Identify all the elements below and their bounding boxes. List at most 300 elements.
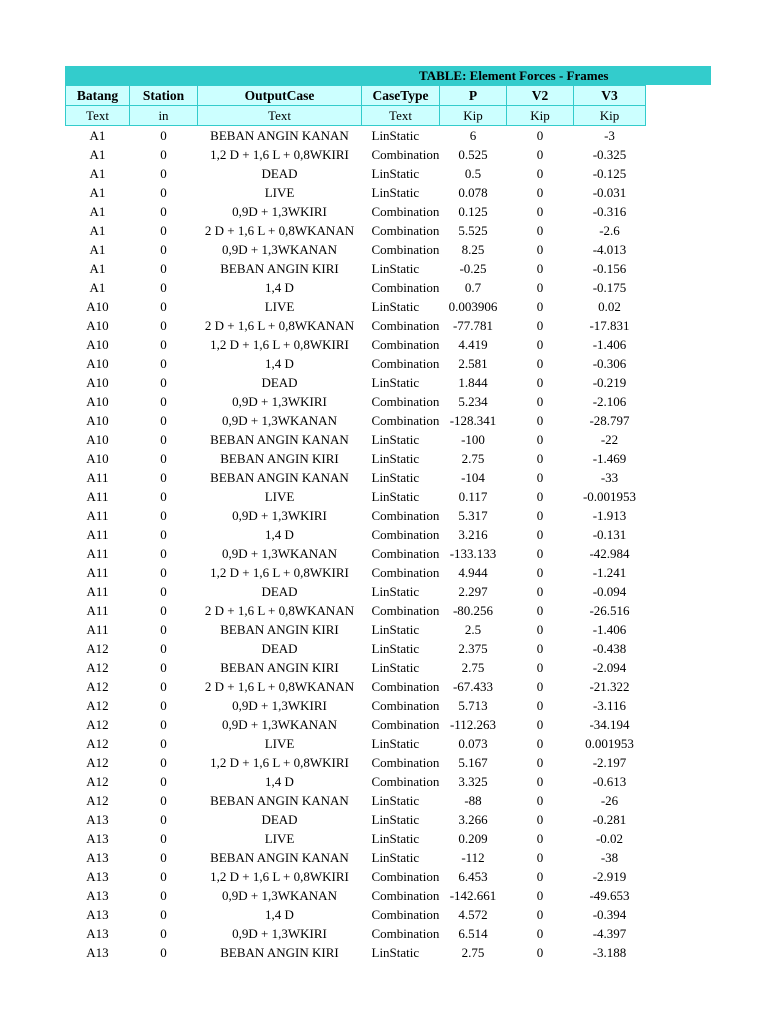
cell-p: -104 [461,470,485,485]
cell-station: 0 [160,166,167,181]
cell-batang: A10 [86,451,109,466]
cell-batang: A11 [86,508,109,523]
cell-batang: A12 [86,641,109,656]
cell-p: 2.297 [458,584,488,599]
cell-batang: A10 [86,318,109,333]
cell-p: 3.325 [458,774,488,789]
cell-v3: -21.322 [589,679,630,694]
table-row [66,506,646,525]
table-row [66,392,646,411]
cell-v3: -49.653 [589,888,630,903]
cell-outputcase: 0,9D + 1,3WKANAN [222,413,337,428]
table-row [66,791,646,810]
cell-station: 0 [160,413,167,428]
cell-p: 0.5 [464,166,482,181]
cell-outputcase: 0,9D + 1,3WKANAN [222,717,337,732]
table-row [66,544,646,563]
cell-casetype: Combination [371,356,440,371]
table-title-bar [65,66,711,85]
cell-casetype: LinStatic [371,660,420,675]
table-row [66,715,646,734]
cell-station: 0 [160,622,167,637]
cell-v2: 0 [536,527,544,542]
table-row [66,411,646,430]
cell-station: 0 [160,774,167,789]
cell-batang: A12 [86,736,109,751]
cell-outputcase: 2 D + 1,6 L + 0,8WKANAN [204,679,355,694]
cell-v3: -3.188 [592,945,627,960]
cell-v3: -3.116 [592,698,627,713]
cell-v2: 0 [536,812,544,827]
cell-v2: 0 [536,888,544,903]
cell-outputcase: LIVE [264,185,295,200]
cell-v2: 0 [536,755,544,770]
table-row [66,487,646,506]
cell-v2: 0 [536,622,544,637]
cell-casetype: LinStatic [371,128,420,143]
table-row [66,240,646,259]
cell-p: 5.525 [458,223,488,238]
cell-station: 0 [160,660,167,675]
cell-outputcase: BEBAN ANGIN KIRI [220,622,339,637]
cell-p: 0.078 [458,185,488,200]
cell-outputcase: 1,4 D [265,774,294,789]
cell-v3: -1.913 [592,508,627,523]
cell-v3: -26 [600,793,619,808]
cell-outputcase: DEAD [261,812,298,827]
cell-station: 0 [160,907,167,922]
column-header-p: P [440,86,507,106]
cell-station: 0 [160,641,167,656]
table-row [66,354,646,373]
cell-p: 6 [469,128,477,143]
cell-batang: A11 [86,546,109,561]
cell-station: 0 [160,679,167,694]
cell-outputcase: 2 D + 1,6 L + 0,8WKANAN [204,318,355,333]
cell-v2: 0 [536,717,544,732]
cell-batang: A11 [86,489,109,504]
cell-casetype: LinStatic [371,261,420,276]
cell-v2: 0 [536,432,544,447]
cell-station: 0 [160,831,167,846]
cell-p: 6.514 [458,926,488,941]
unit-v2: Kip [507,106,574,126]
cell-station: 0 [160,356,167,371]
cell-p: 5.713 [458,698,488,713]
cell-v3: -1.469 [592,451,627,466]
cell-v3: -2.197 [592,755,627,770]
cell-v2: 0 [536,242,544,257]
cell-v3: 0.001953 [585,736,634,751]
cell-outputcase: BEBAN ANGIN KANAN [210,432,349,447]
cell-casetype: LinStatic [371,166,420,181]
cell-p: 2.75 [461,451,485,466]
table-row [66,582,646,601]
cell-station: 0 [160,793,167,808]
cell-batang: A11 [86,584,109,599]
cell-batang: A1 [89,242,106,257]
cell-station: 0 [160,812,167,827]
table-row [66,126,646,146]
cell-casetype: LinStatic [371,432,420,447]
cell-outputcase: BEBAN ANGIN KIRI [220,945,339,960]
cell-station: 0 [160,945,167,960]
cell-casetype: Combination [371,679,440,694]
cell-p: 0.125 [458,204,488,219]
cell-v2: 0 [536,147,544,162]
cell-outputcase: DEAD [261,584,298,599]
cell-casetype: Combination [371,204,440,219]
cell-station: 0 [160,147,167,162]
table-row [66,430,646,449]
cell-v2: 0 [536,508,544,523]
cell-v2: 0 [536,774,544,789]
table-row [66,905,646,924]
cell-v2: 0 [536,204,544,219]
cell-v3: -1.241 [592,565,627,580]
cell-v2: 0 [536,413,544,428]
cell-v3: -4.013 [592,242,627,257]
cell-v2: 0 [536,945,544,960]
table-row [66,297,646,316]
table-row [66,620,646,639]
cell-outputcase: BEBAN ANGIN KANAN [210,793,349,808]
cell-outputcase: 0,9D + 1,3WKIRI [232,926,327,941]
cell-p: -80.256 [452,603,494,618]
cell-outputcase: 0,9D + 1,3WKIRI [232,204,327,219]
unit-casetype: Text [362,106,440,126]
cell-outputcase: 1,2 D + 1,6 L + 0,8WKIRI [210,337,349,352]
cell-p: 3.216 [458,527,488,542]
cell-casetype: Combination [371,413,440,428]
cell-outputcase: LIVE [264,489,295,504]
column-header-batang: Batang [66,86,130,106]
cell-batang: A1 [89,223,106,238]
cell-p: -0.25 [459,261,487,276]
cell-v3: -0.306 [592,356,627,371]
cell-station: 0 [160,337,167,352]
cell-p: 2.375 [458,641,488,656]
cell-casetype: Combination [371,394,440,409]
cell-v3: -4.397 [592,926,627,941]
cell-v3: -34.194 [589,717,630,732]
cell-station: 0 [160,261,167,276]
cell-casetype: LinStatic [371,185,420,200]
cell-casetype: LinStatic [371,793,420,808]
cell-casetype: Combination [371,888,440,903]
cell-station: 0 [160,717,167,732]
cell-batang: A10 [86,299,109,314]
cell-batang: A11 [86,622,109,637]
unit-batang: Text [66,106,130,126]
cell-station: 0 [160,280,167,295]
cell-v3: -0.613 [592,774,627,789]
cell-batang: A1 [89,185,106,200]
cell-casetype: LinStatic [371,584,420,599]
cell-v2: 0 [536,337,544,352]
cell-batang: A12 [86,755,109,770]
cell-batang: A13 [86,926,109,941]
cell-v2: 0 [536,698,544,713]
cell-batang: A13 [86,869,109,884]
cell-v2: 0 [536,470,544,485]
column-header-casetype: CaseType [362,86,440,106]
cell-v3: -0.438 [592,641,627,656]
cell-v3: -2.6 [599,223,620,238]
cell-station: 0 [160,394,167,409]
cell-casetype: LinStatic [371,622,420,637]
cell-station: 0 [160,584,167,599]
cell-p: -112 [461,850,485,865]
cell-v2: 0 [536,850,544,865]
cell-batang: A13 [86,907,109,922]
cell-casetype: LinStatic [371,451,420,466]
cell-v2: 0 [536,926,544,941]
cell-outputcase: 1,4 D [265,356,294,371]
cell-v2: 0 [536,318,544,333]
cell-outputcase: 0,9D + 1,3WKIRI [232,508,327,523]
cell-batang: A12 [86,774,109,789]
table-body [66,126,646,963]
table-row [66,734,646,753]
cell-v2: 0 [536,394,544,409]
cell-v3: -1.406 [592,337,627,352]
cell-v3: -0.125 [592,166,627,181]
cell-p: -67.433 [452,679,494,694]
spreadsheet-sheet [65,66,711,962]
cell-station: 0 [160,755,167,770]
cell-batang: A10 [86,432,109,447]
cell-p: 4.419 [458,337,488,352]
cell-outputcase: 2 D + 1,6 L + 0,8WKANAN [204,223,355,238]
table-row [66,658,646,677]
cell-batang: A11 [86,470,109,485]
cell-outputcase: BEBAN ANGIN KIRI [220,261,339,276]
cell-v2: 0 [536,584,544,599]
unit-station: in [130,106,198,126]
column-header-row [66,86,646,106]
cell-outputcase: BEBAN ANGIN KANAN [210,128,349,143]
cell-batang: A13 [86,812,109,827]
table-row [66,164,646,183]
table-row [66,221,646,240]
cell-p: 0.073 [458,736,488,751]
cell-v3: -0.316 [592,204,627,219]
cell-v2: 0 [536,736,544,751]
cell-batang: A13 [86,945,109,960]
cell-batang: A1 [89,204,106,219]
cell-p: -112.263 [449,717,497,732]
cell-casetype: Combination [371,774,440,789]
cell-p: -128.341 [449,413,497,428]
cell-casetype: Combination [371,717,440,732]
table-row [66,202,646,221]
cell-station: 0 [160,299,167,314]
cell-p: -142.661 [449,888,497,903]
cell-outputcase: BEBAN ANGIN KIRI [220,660,339,675]
cell-station: 0 [160,470,167,485]
cell-batang: A10 [86,337,109,352]
table-row [66,924,646,943]
table-row [66,259,646,278]
cell-v3: -26.516 [589,603,630,618]
cell-outputcase: 1,4 D [265,527,294,542]
cell-p: 6.453 [458,869,488,884]
cell-batang: A10 [86,375,109,390]
cell-p: 1.844 [458,375,488,390]
table-row [66,810,646,829]
cell-v2: 0 [536,451,544,466]
table-row [66,772,646,791]
cell-station: 0 [160,850,167,865]
table-row [66,848,646,867]
column-header-v2: V2 [507,86,574,106]
cell-outputcase: 0,9D + 1,3WKANAN [222,242,337,257]
cell-casetype: LinStatic [371,470,420,485]
cell-outputcase: 0,9D + 1,3WKIRI [232,698,327,713]
cell-outputcase: 1,2 D + 1,6 L + 0,8WKIRI [210,147,349,162]
column-header-v3: V3 [574,86,646,106]
cell-station: 0 [160,432,167,447]
cell-batang: A11 [86,603,109,618]
cell-batang: A1 [89,166,106,181]
cell-batang: A12 [86,793,109,808]
cell-outputcase: LIVE [264,299,295,314]
cell-casetype: Combination [371,869,440,884]
cell-casetype: Combination [371,527,440,542]
cell-batang: A12 [86,717,109,732]
cell-station: 0 [160,375,167,390]
cell-station: 0 [160,546,167,561]
cell-batang: A11 [86,527,109,542]
table-row [66,943,646,962]
cell-station: 0 [160,508,167,523]
cell-batang: A11 [86,565,109,580]
cell-casetype: LinStatic [371,945,420,960]
cell-station: 0 [160,223,167,238]
cell-v3: -22 [600,432,619,447]
cell-p: -100 [461,432,485,447]
cell-outputcase: 1,2 D + 1,6 L + 0,8WKIRI [210,869,349,884]
cell-casetype: LinStatic [371,736,420,751]
cell-v2: 0 [536,679,544,694]
cell-batang: A12 [86,679,109,694]
cell-station: 0 [160,888,167,903]
cell-batang: A1 [89,261,106,276]
cell-casetype: Combination [371,280,440,295]
cell-p: -77.781 [452,318,494,333]
cell-v2: 0 [536,641,544,656]
cell-p: 2.581 [458,356,488,371]
cell-outputcase: 0,9D + 1,3WKANAN [222,888,337,903]
cell-batang: A10 [86,413,109,428]
cell-batang: A12 [86,698,109,713]
cell-v2: 0 [536,299,544,314]
cell-station: 0 [160,318,167,333]
cell-outputcase: BEBAN ANGIN KIRI [220,451,339,466]
cell-p: 0.209 [458,831,488,846]
cell-outputcase: 0,9D + 1,3WKANAN [222,546,337,561]
cell-p: 5.167 [458,755,488,770]
cell-batang: A1 [89,147,106,162]
cell-outputcase: DEAD [261,641,298,656]
cell-p: 8.25 [461,242,485,257]
cell-v3: -2.106 [592,394,627,409]
cell-v2: 0 [536,831,544,846]
cell-outputcase: DEAD [261,375,298,390]
cell-casetype: Combination [371,223,440,238]
cell-v3: -3 [604,128,615,143]
cell-station: 0 [160,489,167,504]
cell-station: 0 [160,565,167,580]
cell-v2: 0 [536,223,544,238]
cell-casetype: LinStatic [371,831,420,846]
cell-outputcase: BEBAN ANGIN KANAN [210,470,349,485]
cell-v2: 0 [536,793,544,808]
cell-batang: A10 [86,394,109,409]
cell-batang: A10 [86,356,109,371]
cell-p: 4.944 [458,565,488,580]
cell-v2: 0 [536,166,544,181]
table-row [66,886,646,905]
cell-p: 3.266 [458,812,488,827]
table-row [66,278,646,297]
column-header-station: Station [130,86,198,106]
table-title: TABLE: Element Forces - Frames [419,68,609,83]
unit-header-row [66,106,646,126]
cell-v3: -2.094 [592,660,627,675]
cell-station: 0 [160,603,167,618]
cell-batang: A13 [86,850,109,865]
cell-outputcase: 1,4 D [265,907,294,922]
cell-v2: 0 [536,660,544,675]
cell-casetype: Combination [371,565,440,580]
cell-v3: -42.984 [589,546,630,561]
cell-v3: -0.02 [595,831,624,846]
cell-p: -133.133 [449,546,497,561]
cell-p: 2.75 [461,945,485,960]
cell-v3: -33 [600,470,619,485]
table-row [66,373,646,392]
cell-casetype: Combination [371,337,440,352]
cell-v2: 0 [536,907,544,922]
cell-v2: 0 [536,128,544,143]
table-row [66,601,646,620]
cell-v2: 0 [536,869,544,884]
cell-p: 0.525 [458,147,488,162]
cell-station: 0 [160,527,167,542]
cell-station: 0 [160,242,167,257]
cell-batang: A13 [86,888,109,903]
cell-casetype: LinStatic [371,641,420,656]
cell-v3: -0.219 [592,375,627,390]
cell-v3: -17.831 [589,318,630,333]
cell-p: 0.003906 [448,299,498,314]
cell-casetype: Combination [371,755,440,770]
cell-v3: -0.001953 [582,489,637,504]
cell-v3: -0.394 [592,907,627,922]
cell-station: 0 [160,698,167,713]
table-row [66,335,646,354]
cell-v2: 0 [536,603,544,618]
cell-batang: A1 [89,280,106,295]
cell-casetype: Combination [371,242,440,257]
cell-casetype: LinStatic [371,299,420,314]
cell-v2: 0 [536,546,544,561]
cell-station: 0 [160,128,167,143]
cell-casetype: LinStatic [371,812,420,827]
cell-outputcase: DEAD [261,166,298,181]
